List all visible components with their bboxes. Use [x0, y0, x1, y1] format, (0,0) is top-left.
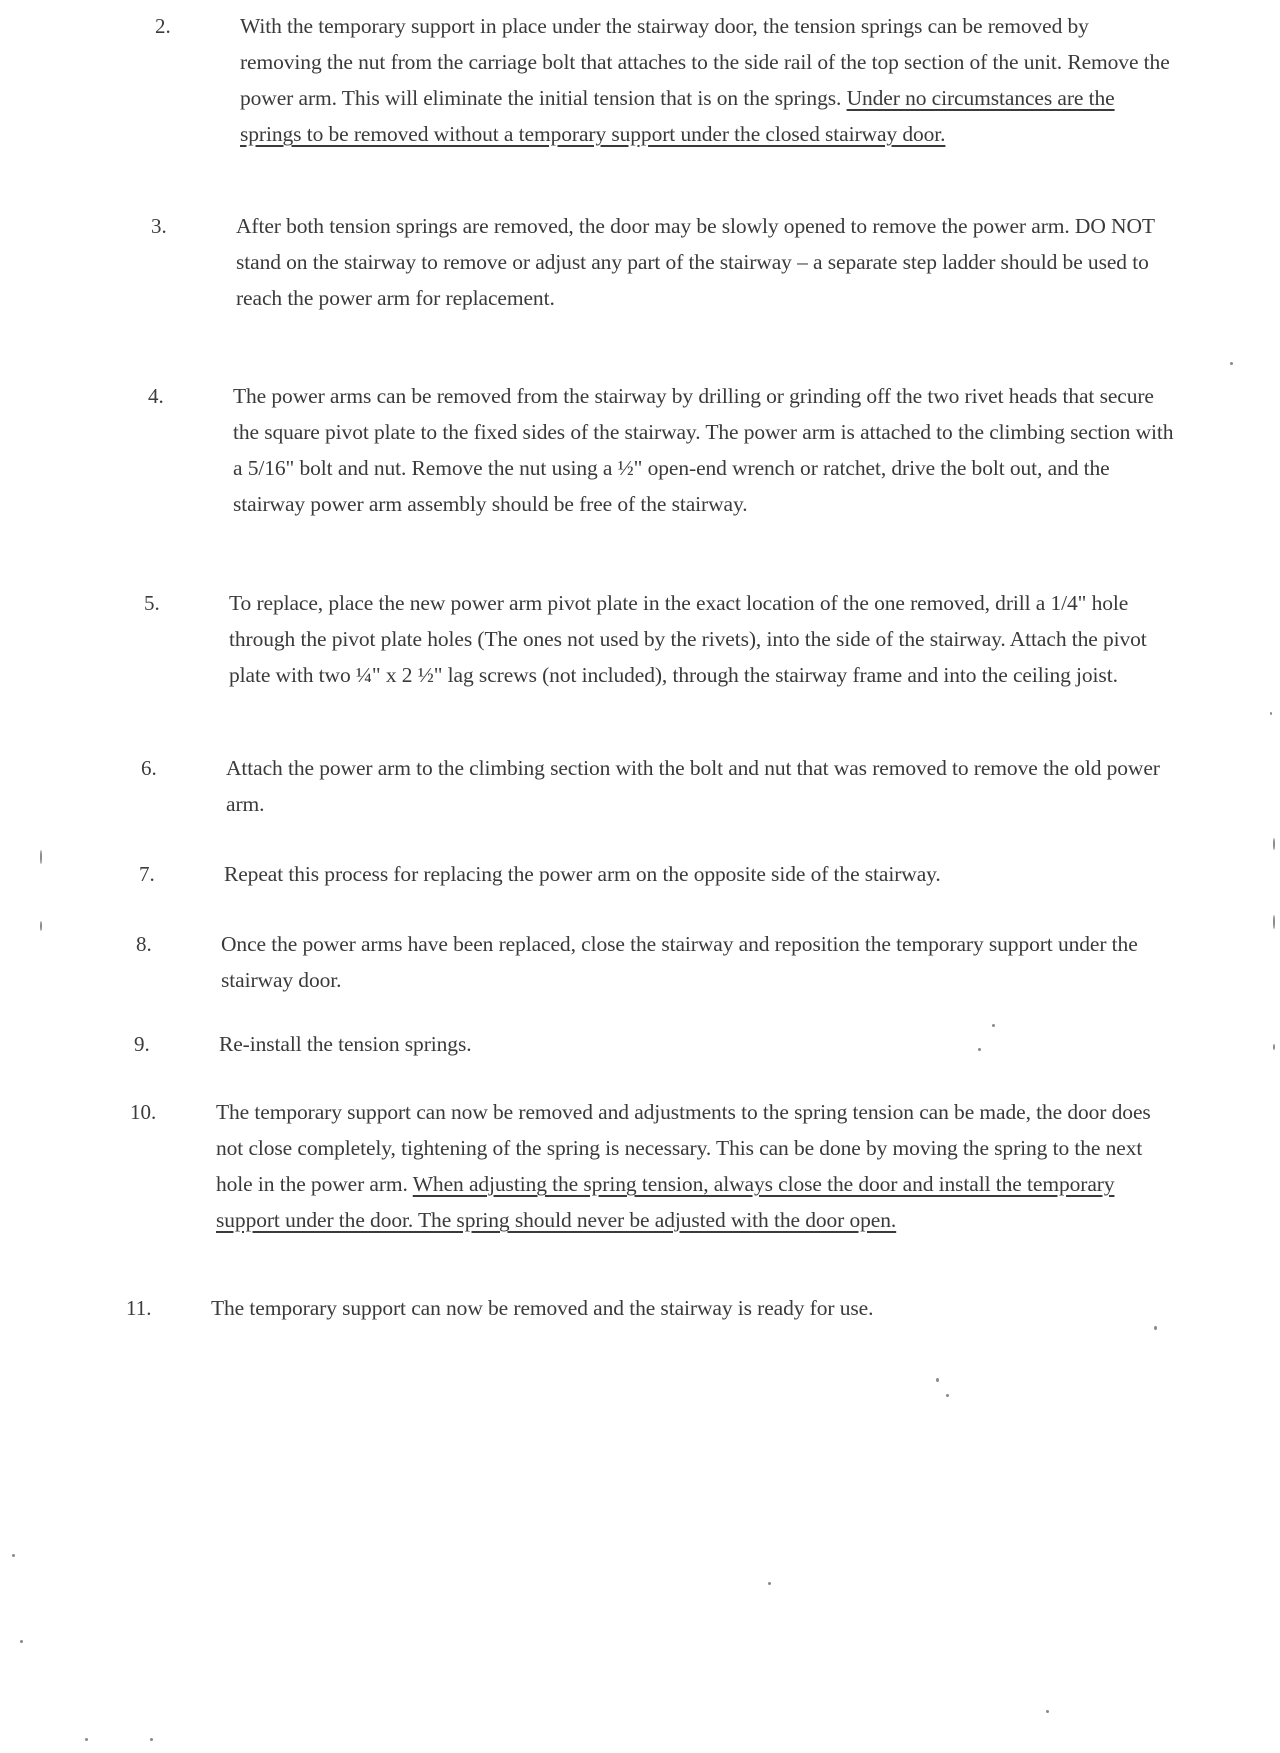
scan-speck	[1154, 1326, 1157, 1330]
scan-speck	[992, 1024, 995, 1027]
step-number: 5.	[144, 591, 160, 615]
scan-speck	[946, 1394, 949, 1397]
step-number: 3.	[151, 214, 167, 238]
step-text: To replace, place the new power arm pivot plate in the exact location of the one removed, drill a 1/4" hole through the pivot plate holes (The ones not used by the rivets), into the side of the stairway. Attach the pivot plate with two ¼" x 2 ½" lag screws (not included), through the stairway frame and into the ceiling joist.	[229, 591, 1147, 687]
scan-speck	[20, 1640, 23, 1643]
scan-speck	[768, 1582, 771, 1585]
scan-speck	[1230, 362, 1233, 365]
scan-speck	[85, 1738, 88, 1741]
scan-speck	[1273, 838, 1275, 850]
step-number: 11.	[126, 1296, 152, 1320]
scan-speck	[1273, 915, 1275, 929]
scan-speck	[40, 921, 42, 931]
step-text: The power arms can be removed from the stairway by drilling or grinding off the two rivet heads that secure the square pivot plate to the fixed sides of the stairway. The power arm is attached to the climbing section with a 5/16" bolt and nut. Remove the nut using a ½" open-end wrench or ratchet, drive the bolt out, and the stairway power arm assembly should be free of the stairway.	[233, 384, 1174, 516]
step-number: 10.	[130, 1100, 157, 1124]
scan-speck	[12, 1554, 15, 1557]
step-text: Repeat this process for replacing the power arm on the opposite side of the stairway.	[224, 862, 941, 886]
scan-speck	[978, 1048, 981, 1051]
scan-speck	[1273, 1044, 1275, 1050]
step-number: 8.	[136, 932, 152, 956]
scan-speck	[150, 1738, 153, 1741]
step-body: The temporary support can now be removed and adjustments to the spring tension can be made, the door does not close completely, tightening of the spring is necessary. This can be done by moving the spring to the next hole in the power arm.	[216, 1100, 1151, 1196]
scan-speck	[1270, 712, 1272, 715]
step-text: The temporary support can now be removed and the stairway is ready for use.	[211, 1296, 874, 1320]
step-warning: Under no circumstances are the springs to be removed without a temporary support under the closed stairway door.	[240, 86, 1115, 146]
step-text	[216, 1094, 1181, 1238]
scan-speck	[1046, 1710, 1049, 1713]
step-warning: When adjusting the spring tension, always close the door and install the temporary support under the door. The spring should never be adjusted with the door open.	[216, 1172, 1115, 1232]
step-number: 2.	[155, 14, 171, 38]
step-body: With the temporary support in place under the stairway door, the tension springs can be removed by removing the nut from the carriage bolt that attaches to the side rail of the top section of the unit. Remove the power arm. This will eliminate the initial tension that is on the springs.	[240, 14, 1170, 110]
step-number: 7.	[139, 862, 155, 886]
scan-speck	[40, 850, 42, 864]
step-number: 9.	[134, 1032, 150, 1056]
scan-speck	[936, 1378, 939, 1382]
step-number: 4.	[148, 384, 164, 408]
step-text: Attach the power arm to the climbing section with the bolt and nut that was removed to remove the old power arm.	[226, 756, 1160, 816]
step-text: Re-install the tension springs.	[219, 1032, 472, 1056]
step-text	[240, 8, 1175, 152]
step-text: After both tension springs are removed, the door may be slowly opened to remove the power arm. DO NOT stand on the stairway to remove or adjust any part of the stairway – a separate step ladder should be used to reach the power arm for replacement.	[236, 214, 1155, 310]
step-number: 6.	[141, 756, 157, 780]
step-text: Once the power arms have been replaced, close the stairway and reposition the temporary support under the stairway door.	[221, 932, 1138, 992]
